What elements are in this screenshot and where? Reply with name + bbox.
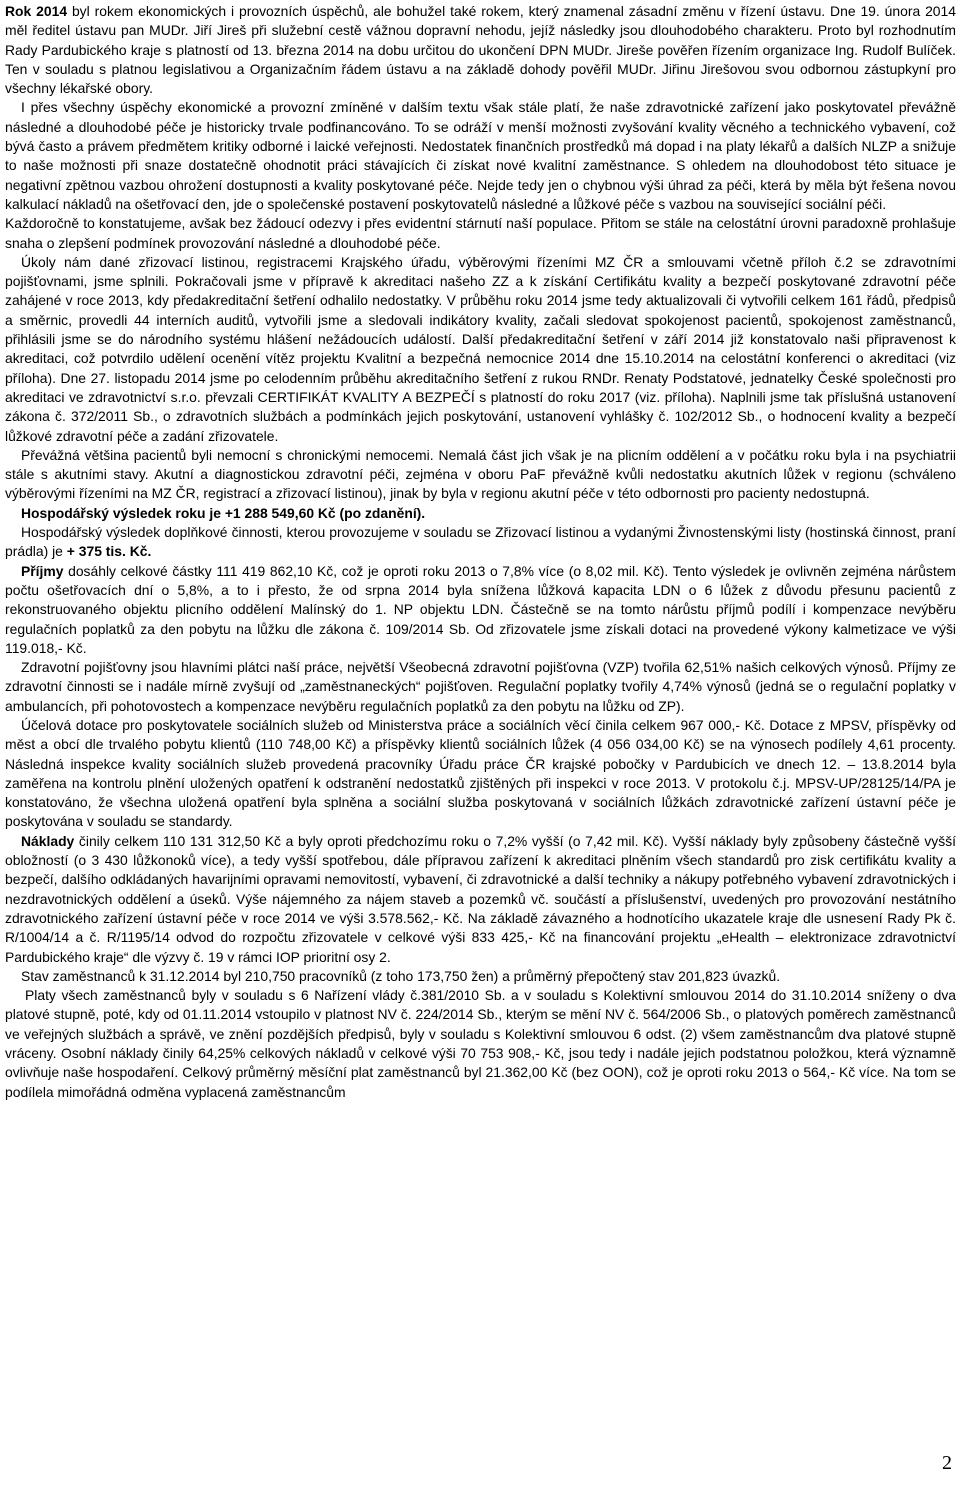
paragraph-text: Stav zaměstnanců k 31.12.2014 byl 210,750 pracovníků (z toho 173,750 žen) a průměrný přepočtený stav 201,823 úvazků. <box>21 967 781 984</box>
paragraph-12 <box>5 967 956 986</box>
paragraph-13 <box>5 986 956 1102</box>
paragraph-2 <box>5 98 956 214</box>
paragraph-text: Převážná většina pacientů byli nemocní s chronickými nemocemi. Nemalá část jich však je na plicním oddělení a v počátku roku byla i na psychiatrii stále s akutními stavy. Akutní a diagnostickou zdravotní péči, zejména v oboru PaF převážně kvůli nedostatku akutních lůžek v regionu (schváleno výběrovými řízeními na MZ ČR, registrací a zřizovací listinou), jinak by byla v regionu akutní péče v této odbornosti pro pacienty nedostupná. <box>5 446 956 502</box>
paragraph-4 <box>5 253 956 446</box>
paragraph-text: Zdravotní pojišťovny jsou hlavními plátci naší práce, největší Všeobecná zdravotní pojišťovna (VZP) tvořila 62,51% našich celkových výnosů. Příjmy ze zdravotní činnosti se i nadále mírně zvyšují od „zaměstnaneckých“ pojišťoven. Regulační poplatky tvořily 4,74% výnosů (jedná se o regulační poplatky v ambulancích, při pohotovostech a kompenzace nevýběru regulačních poplatků za den pobytu na lůžku od ZP). <box>5 659 956 714</box>
bold-text: + 375 tis. Kč. <box>66 543 152 560</box>
bold-text: Rok 2014 <box>5 3 68 19</box>
paragraph-text: Hospodářský výsledek doplňkové činnosti, kterou provozujeme v souladu se Zřizovací listinou a vydanými Živnostenskými listy (hostinská činnost, praní prádla) je <box>5 524 956 560</box>
paragraph-9 <box>5 658 956 716</box>
paragraph-11 <box>5 832 956 967</box>
paragraph-text: Každoročně to konstatujeme, avšak bez žádoucí odezvy i přes evidentní stárnutí naší populace. Přitom se stále na celostátní úrovni paradoxně prohlašuje snaha o zlepšení podmínek provozování následné a dlouhodobé péče. <box>5 215 956 251</box>
paragraph-1 <box>5 2 956 98</box>
bold-text: Hospodářský výsledek roku je +1 288 549,60 Kč (po zdanění). <box>21 504 426 521</box>
bold-text: Náklady <box>21 832 75 849</box>
paragraph-8 <box>5 562 956 658</box>
paragraph-text: Účelová dotace pro poskytovatele sociálních služeb od Ministerstva práce a sociálních věcí činila celkem 967 000,- Kč. Dotace z MPSV, příspěvky od měst a obcí dle trvalého pobytu klientů (110 748,00 Kč) a příspěvky klientů sociálních lůžek (4 056 034,00 Kč) se na výnosech podílely 4,61 procenty. Následná inspekce kvality sociálních služeb provedená pracovníky Úřadu práce ČR krajské pobočky v Pardubicích ve dnech 12. – 13.8.2014 byla zaměřena na kontrolu plnění uložených opatření k odstranění nedostatků zjištěných při inspekci v roce 2013. V protokolu č.j. MPSV-UP/28125/14/PA je konstatováno, že všechna uložená opatření byla splněna a sociální služba poskytovaná v sociálních lůžkách zdravotnické zařízení ústavní péče je poskytována v souladu se standardy. <box>5 716 956 830</box>
annual-report-page <box>5 2 956 1102</box>
paragraph-text: dosáhly celkové částky 111 419 862,10 Kč, což je oproti roku 2013 o 7,8% více (o 8,02 mil. Kč). Tento výsledek je ovlivněn zejména nárůstem počtu ošetřovacích dní o 5,8%, a to i přesto, že od srpna 2014 byla snížena lůžková kapacita LDN o 6 lůžek z důvodu přesunu pacientů z rekonstruovaného objektu plicního oddělení Malínský do 1. NP objektu LDN. Částečně se na tomto nárůstu příjmů podílí i kompenzace nevýběru regulačních poplatků za den pobytu na lůžku dle zákona č. 109/2014 Sb. Od zřizovatele jsme získali dotaci na provedené výkony kalmetizace ve výši 119.018,- Kč. <box>5 562 956 656</box>
paragraph-text: činily celkem 110 131 312,50 Kč a byly oproti předchozímu roku o 7,2% vyšší (o 7,42 mil. Kč). Vyšší náklady byly způsobeny částečně vyšší obložností (o 3 430 lůžkonoků více), a tedy vyšší spotřebou, dále přípravou zařízení k akreditaci plněním všech standardů pro zisk certifikátu kvality a bezpečí, dalšího odkládaných havarijními opravami nemovitostí, vybavení, či zdravotnické a další techniky a nákupy potřebného vybavení zdravotnických i nezdravotnických oddělení a úseků. Výše nájemného za nájem staveb a pozemků vč. součástí a příslušenství, uvedených pro provozování nestátního zdravotnického zařízení ústavní péče v roce 2014 ve výši 3.578.562,- Kč. Na základě závazného a hodnotícího ukazatele kraje dle usnesení Rady Pk č. R/1004/14 a č. R/1195/14 odvod do rozpočtu zřizovatele v celkové výši 833 425,- Kč na financování projektu „eHealth – elektronizace zdravotnictví Pardubického kraje“ dle výzvy č. 19 v rámci IOP prioritní osy 2. <box>5 832 956 965</box>
paragraph-7 <box>5 523 956 562</box>
paragraph-6 <box>5 504 956 523</box>
paragraph-3 <box>5 214 956 253</box>
paragraph-text: byl rokem ekonomických i provozních úspěchů, ale bohužel také rokem, který znamenal zásadní změnu v řízení ústavu. Dne 19. února 2014 měl ředitel ústavu pan MUDr. Jiří Jireš při služební cestě vážnou dopravní nehodu, jejíž následky jsou dlouhodobého charakteru. Proto byl rozhodnutím Rady Pardubického kraje s platností od 13. března 2014 na dobu určitou do ukončení DPN MUDr. Jireše pověřen řízením organizace Ing. Rudolf Bulíček. Ten v souladu s platnou legislativou a Organizačním řádem ústavu a na základě dohody pověřil MUDr. Jiřinu Jirešovou svou odbornou zástupkyní pro všechny lékařské obory. <box>5 3 956 97</box>
paragraph-text: Platy všech zaměstnanců byly v souladu s 6 Nařízení vlády č.381/2010 Sb. a v souladu s Kolektivní smlouvou 2014 do 31.10.2014 sníženy o dva platové stupně, poté, kdy od 01.11.2014 vstoupilo v platnost NV č. 224/2014 Sb., kterým se mění NV č. 564/2006 Sb., o platových poměrech zaměstnanců ve veřejných službách a správě, ve znění pozdějších předpisů, byly v souladu s Kolektivní smlouvou 6 odst. (2) všem zaměstnancům dva platové stupně vráceny. Osobní náklady činily 64,25% celkových nákladů v celkové výši 70 753 908,- Kč, jsou tedy i nadále jejich podstatnou položkou, která významně ovlivňuje naše hospodaření. Celkový průměrný měsíční plat zaměstnanců byl 21.362,00 Kč (bez OON), což je oproti roku 2013 o 564,- Kč více. Na tom se podílela mimořádná odměna vyplacená zaměstnancům <box>5 987 956 1100</box>
paragraph-5 <box>5 446 956 504</box>
paragraph-text: Úkoly nám dané zřizovací listinou, registracemi Krajského úřadu, výběrovými řízeními MZ ČR a smlouvami včetně příloh č.2 se zdravotními pojišťovnami, jsme splnili. Pokračovali jsme v přípravě k akreditaci našeho ZZ a k získání Certifikátu kvality a bezpečí poskytované zdravotní péče zahájené v roce 2013, kdy předakreditační šetření odhalilo nedostatky. V průběhu roku 2014 jsme tedy aktualizovali či vytvořili celkem 161 řádů, předpisů a směrnic, provedli 44 interních auditů, vytvořili jsme a sledovali indikátory kvality, začali sledovat spokojenost pacientů, spokojenost zaměstnanců, přihlásili jsme se do národního systému hlášení nežádoucích událostí. Další předakreditační šetření v září 2014 již konstatovalo naši připravenost k akreditaci, což potvrdilo udělení ocenění vítěz projektu Kvalitní a bezpečná nemocnice 2014 dne 15.10.2014 na celostátní konferenci o akreditaci (viz příloha). Dne 27. listopadu 2014 jsme po celodenním průběhu akreditačního šetření z rukou RNDr. Renaty Podstatové, jednatelky České společnosti pro akreditaci ve zdravotnictví s.r.o. převzali CERTIFIKÁT KVALITY A BEZPEČÍ s platností do roku 2017 (viz. příloha). Naplnili jsme tak příslušná ustanovení zákona č. 372/2011 Sb., o zdravotních službách a podmínkách jejich poskytování, ustanovení vyhlášky č. 102/2012 Sb., o hodnocení kvality a bezpečí lůžkové zdravotní péče a zadání zřizovatele. <box>5 253 956 444</box>
page-number: 2 <box>942 1452 952 1474</box>
bold-text: Příjmy <box>21 562 64 579</box>
paragraph-10 <box>5 716 956 832</box>
paragraph-text: I přes všechny úspěchy ekonomické a provozní zmíněné v dalším textu však stále platí, že naše zdravotnické zařízení jako poskytovatel převážně následné a dlouhodobé péče je historicky trvale podfinancováno. To se odráží v menší možnosti zvyšování kvality věcného a technického vybavení, což bývá často a právem předmětem kritiky odborné i laické veřejnosti. Nedostatek finančních prostředků má dopad i na platy lékařů a dalších NLZP a snižuje to naše možnosti při snaze dostatečně ohodnotit práci stávajících či získat nové kvalitní zaměstnance. S ohledem na dlouhodobost této situace je negativní zpětnou vazbou ohrožení dostupnosti a kvality poskytované péče. Nejde tedy jen o chybnou výši úhrad za péči, která by měla být řešena novou kalkulací nákladů na ošetřovací den, jde o společenské postavení poskytovatelů následné a lůžkové péče s vazbou na související sociální péči. <box>5 99 956 212</box>
